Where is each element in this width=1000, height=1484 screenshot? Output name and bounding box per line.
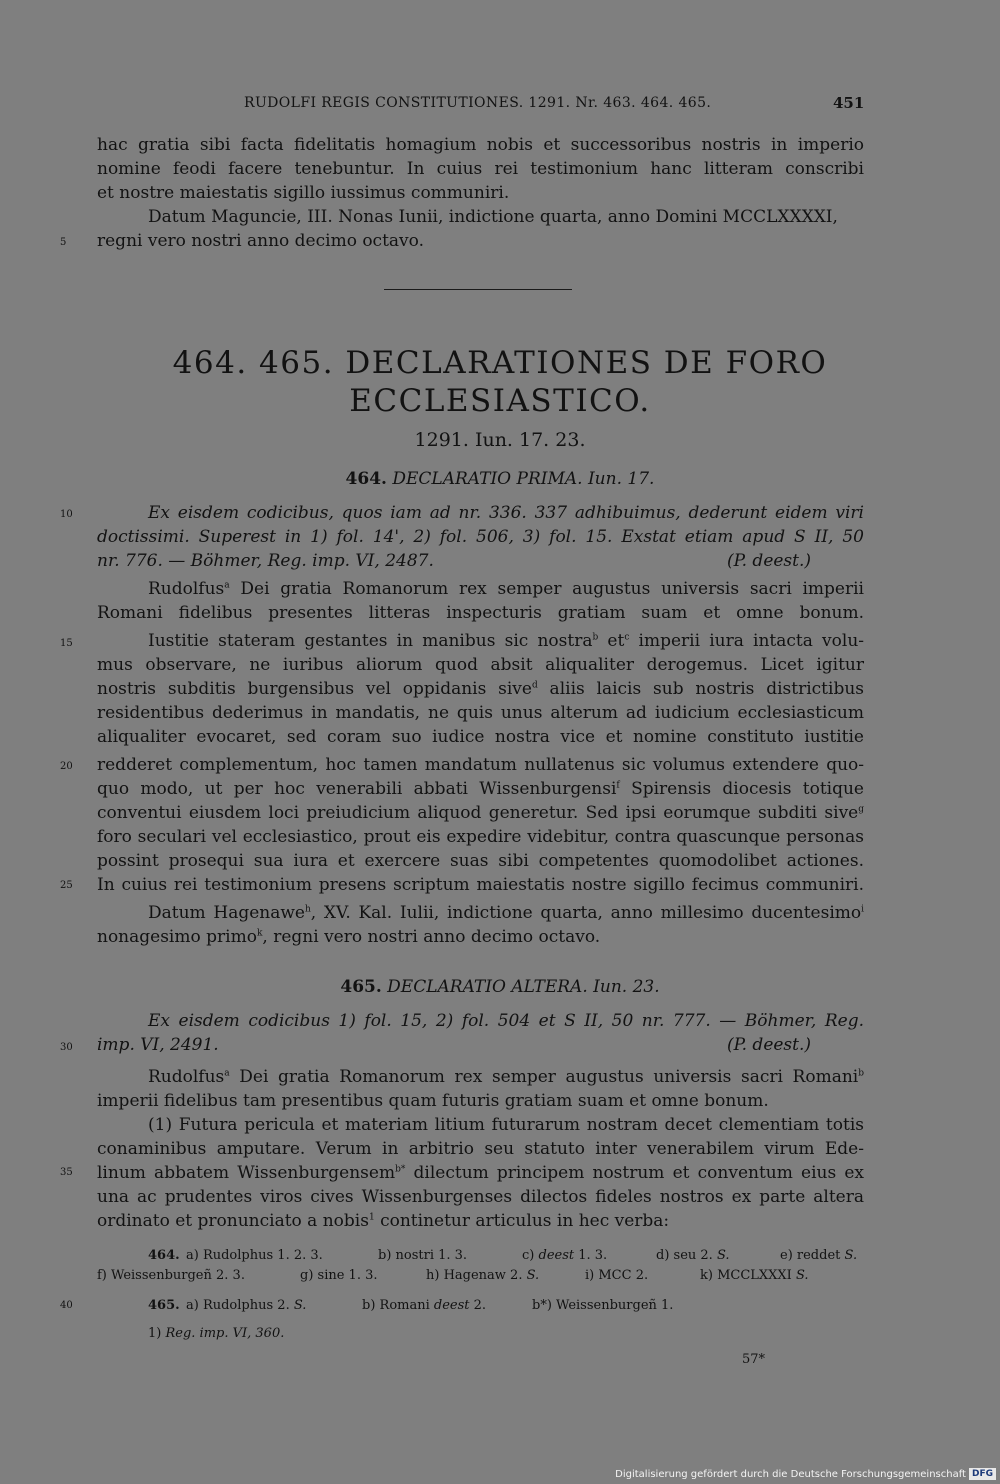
doc465-heading-text: DECLARATIO ALTERA. bbox=[387, 977, 588, 997]
prev-text-line: Datum Maguncie, III. Nonas Iunii, indictione quarta, anno Domini MCCLXXXXI, bbox=[148, 207, 838, 227]
footnote-464-f: f) Weissenburgeñ 2. 3. bbox=[97, 1268, 245, 1283]
line-number: 15 bbox=[60, 638, 73, 649]
footnote-marker: c bbox=[624, 632, 630, 643]
footnote-464-k bbox=[700, 1268, 809, 1284]
doc465-heading-num: 465. bbox=[340, 977, 382, 997]
signature-mark: 57* bbox=[742, 1352, 766, 1367]
text-span: aliis laicis sub nostris districtibus bbox=[537, 679, 864, 699]
running-header: RUDOLFI REGIS CONSTITUTIONES. 1291. Nr. 463. 464. 465. bbox=[244, 95, 712, 111]
doc465-text-line bbox=[97, 1210, 669, 1232]
footnote-465-bstar: b*) Weissenburgeñ 1. bbox=[532, 1298, 674, 1313]
doc465-heading-date: Iun. 23. bbox=[593, 977, 660, 997]
text-span: S. bbox=[716, 1248, 730, 1263]
text-span: quo modo, ut per hoc venerabili abbati Wissenburgensi bbox=[97, 779, 617, 799]
dfg-logo-icon: DFG bbox=[969, 1468, 996, 1480]
text-span: S. bbox=[844, 1248, 858, 1263]
text-span: Dei gratia Romanorum rex semper augustus universis sacri imperii bbox=[229, 579, 864, 599]
doc464-heading-date: Iun. 17. bbox=[587, 469, 655, 489]
footnote-marker: a bbox=[224, 1068, 230, 1079]
footnote-marker: d bbox=[531, 680, 538, 691]
page-number: 451 bbox=[833, 94, 865, 112]
text-span: Reg. imp. VI, 360. bbox=[165, 1326, 285, 1341]
text-span: a) Rudolphus 2. bbox=[186, 1298, 294, 1313]
doc464-text-line: possint prosequi sua iura et exercere suas sibi competentes quomodolibet actiones. bbox=[97, 851, 864, 871]
doc464-source-line: nr. 776. — Böhmer, Reg. imp. VI, 2487. bbox=[97, 551, 434, 571]
text-span: Rudolfus bbox=[148, 579, 225, 599]
text-span: imperii iura intacta volu- bbox=[629, 631, 865, 651]
doc464-text-line: In cuius rei testimonium presens scriptum maiestatis nostre sigillo fecimus communiri. bbox=[97, 875, 864, 895]
footnote-464-h bbox=[426, 1268, 539, 1284]
footnote-465-label: 465. bbox=[148, 1298, 180, 1313]
footnote-marker: k bbox=[256, 928, 263, 939]
main-title-line2: ECCLESIASTICO. bbox=[349, 383, 651, 419]
footnote-marker: g bbox=[858, 804, 864, 815]
doc464-text-line: aliqualiter evocaret, sed coram suo iudice nostra vice et nomine constituto iustitie bbox=[97, 727, 864, 747]
footnote-464-label: 464. bbox=[148, 1248, 180, 1263]
main-title-dates: 1291. Iun. 17. 23. bbox=[414, 429, 586, 451]
text-span: nostris subditis burgensibus vel oppidanis sive bbox=[97, 679, 532, 699]
footnote-marker: a bbox=[224, 580, 230, 591]
footnote-marker: i bbox=[861, 904, 865, 915]
footnote-marker: f bbox=[616, 780, 620, 791]
digitization-credit bbox=[615, 1468, 996, 1480]
text-span: b) Romani bbox=[362, 1298, 434, 1313]
footnote-464-g: g) sine 1. 3. bbox=[300, 1268, 378, 1283]
text-span: h) Hagenaw 2. bbox=[426, 1268, 527, 1283]
prev-text-line: hac gratia sibi facta fidelitatis homagium nobis et successoribus nostris in imperio bbox=[97, 135, 864, 155]
text-span: conventui eiusdem loci preiudicium aliquod generetur. Sed ipsi eorumque subditi sive bbox=[97, 803, 859, 823]
footnote-marker: b bbox=[592, 632, 599, 643]
text-span: S. bbox=[526, 1268, 540, 1283]
doc464-text-line: mus observare, ne iuribus aliorum quod absit aliqualiter derogemus. Licet igitur bbox=[97, 655, 864, 675]
footnote-464-e bbox=[780, 1248, 857, 1264]
text-span: deest bbox=[538, 1248, 575, 1263]
text-span: Rudolfus bbox=[148, 1067, 225, 1087]
doc465-text-line bbox=[97, 1162, 864, 1184]
footnote-marker: b* bbox=[395, 1164, 406, 1175]
doc464-source-line: doctissimi. Superest in 1) fol. 14', 2) fol. 506, 3) fol. 15. Exstat etiam apud S II, 50 bbox=[97, 527, 864, 547]
doc464-source-tag: (P. deest.) bbox=[727, 551, 812, 571]
text-span: d) seu 2. bbox=[656, 1248, 717, 1263]
text-span: 2. bbox=[469, 1298, 487, 1313]
text-span: k) MCCLXXXI bbox=[700, 1268, 796, 1283]
doc465-text-line: (1) Futura pericula et materiam litium futurarum nostram decet clementiam totis bbox=[148, 1115, 864, 1135]
doc465-text-line: conaminibus amputare. Verum in arbitrio seu statuto inter venerabilem virum Ede- bbox=[97, 1139, 864, 1159]
text-span: , XV. Kal. Iulii, indictione quarta, anno millesimo ducentesimo bbox=[310, 903, 862, 923]
text-span: et bbox=[598, 631, 625, 651]
footnote-465-b bbox=[362, 1298, 486, 1314]
doc465-heading bbox=[0, 976, 1000, 998]
doc464-text-line bbox=[97, 778, 864, 800]
doc465-source-line: Ex eisdem codicibus 1) fol. 15, 2) fol. 504 et S II, 50 nr. 777. — Böhmer, Reg. bbox=[148, 1011, 864, 1031]
footnote-464-i: i) MCC 2. bbox=[585, 1268, 649, 1283]
line-number: 25 bbox=[60, 880, 73, 891]
text-span: e) reddet bbox=[780, 1248, 845, 1263]
doc464-text-line bbox=[148, 902, 864, 924]
line-number: 5 bbox=[60, 237, 67, 248]
footnote-ref-1 bbox=[148, 1326, 284, 1342]
main-title-line1: 464. 465. DECLARATIONES DE FORO bbox=[172, 345, 828, 381]
doc464-text-line: foro seculari vel ecclesiastico, prout eis expedire videbitur, contra quascunque personas bbox=[97, 827, 864, 847]
text-span: S. bbox=[293, 1298, 307, 1313]
footnote-464-a: a) Rudolphus 1. 2. 3. bbox=[186, 1248, 323, 1263]
prev-text-line: nomine feodi facere tenebuntur. In cuius rei testimonium hanc litteram conscribi bbox=[97, 159, 864, 179]
text-span: Datum Hagenawe bbox=[148, 903, 305, 923]
text-span: deest bbox=[433, 1298, 470, 1313]
doc464-text-line bbox=[97, 926, 600, 948]
doc464-text-line bbox=[148, 578, 864, 600]
text-span: Dei gratia Romanorum rex semper augustus universis sacri Romani bbox=[229, 1067, 859, 1087]
doc464-text-line: residentibus dederimus in mandatis, ne quis unus alterum ad iudicium ecclesiasticum bbox=[97, 703, 864, 723]
doc464-heading bbox=[0, 468, 1000, 490]
footnote-464-b: b) nostri 1. 3. bbox=[378, 1248, 468, 1263]
section-divider bbox=[384, 289, 572, 290]
doc464-heading-text: DECLARATIO PRIMA. bbox=[392, 469, 583, 489]
footnote-marker: b bbox=[858, 1068, 864, 1079]
line-number: 20 bbox=[60, 761, 73, 772]
text-span: Spirensis diocesis totique bbox=[619, 779, 864, 799]
footnote-464-d bbox=[656, 1248, 730, 1264]
credit-text: Digitalisierung gefördert durch die Deutsche Forschungsgemeinschaft bbox=[615, 1468, 966, 1480]
doc465-text-line: imperii fidelibus tam presentibus quam futuris gratiam suam et omne bonum. bbox=[97, 1091, 769, 1111]
doc464-text-line bbox=[97, 678, 864, 700]
text-span: , regni vero nostri anno decimo octavo. bbox=[262, 927, 601, 947]
doc465-source-tag: (P. deest.) bbox=[727, 1035, 812, 1055]
doc464-heading-num: 464. bbox=[345, 469, 387, 489]
prev-text-line: regni vero nostri anno decimo octavo. bbox=[97, 231, 424, 251]
text-span: Iustitie stateram gestantes in manibus sic nostra bbox=[148, 631, 593, 651]
doc465-text-line bbox=[148, 1066, 864, 1088]
footnote-465-a bbox=[186, 1298, 306, 1314]
text-span: continetur articulus in hec verba: bbox=[374, 1211, 670, 1231]
doc464-text-line: redderet complementum, hoc tamen mandatum nullatenus sic volumus extendere quo- bbox=[97, 755, 864, 775]
line-number: 10 bbox=[60, 509, 73, 520]
line-number: 40 bbox=[60, 1300, 73, 1311]
doc464-text-line bbox=[148, 630, 864, 652]
doc465-source-line: imp. VI, 2491. bbox=[97, 1035, 219, 1055]
text-span: S. bbox=[795, 1268, 809, 1283]
footnote-marker: h bbox=[305, 904, 311, 915]
text-span: c) bbox=[522, 1248, 539, 1263]
doc464-text-line: Romani fidelibus presentes litteras inspecturis gratiam suam et omne bonum. bbox=[97, 603, 864, 623]
doc464-text-line bbox=[97, 802, 864, 824]
doc465-text-line: una ac prudentes viros cives Wissenburgenses dilectos fideles nostros ex parte altera bbox=[97, 1187, 864, 1207]
text-span: ordinato et pronunciato a nobis bbox=[97, 1211, 369, 1231]
text-span: dilectum principem nostrum et conventum eius ex bbox=[405, 1163, 865, 1183]
line-number: 35 bbox=[60, 1167, 73, 1178]
footnote-464-c bbox=[522, 1248, 607, 1264]
doc464-source-line: Ex eisdem codicibus, quos iam ad nr. 336. 337 adhibuimus, dederunt eidem viri bbox=[148, 503, 864, 523]
text-span: linum abbatem Wissenburgensem bbox=[97, 1163, 396, 1183]
prev-text-line: et nostre maiestatis sigillo iussimus communiri. bbox=[97, 183, 510, 203]
line-number: 30 bbox=[60, 1042, 73, 1053]
text-span: 1) bbox=[148, 1326, 166, 1341]
footnote-marker: 1 bbox=[368, 1212, 375, 1223]
text-span: nonagesimo primo bbox=[97, 927, 257, 947]
text-span: 1. 3. bbox=[574, 1248, 608, 1263]
